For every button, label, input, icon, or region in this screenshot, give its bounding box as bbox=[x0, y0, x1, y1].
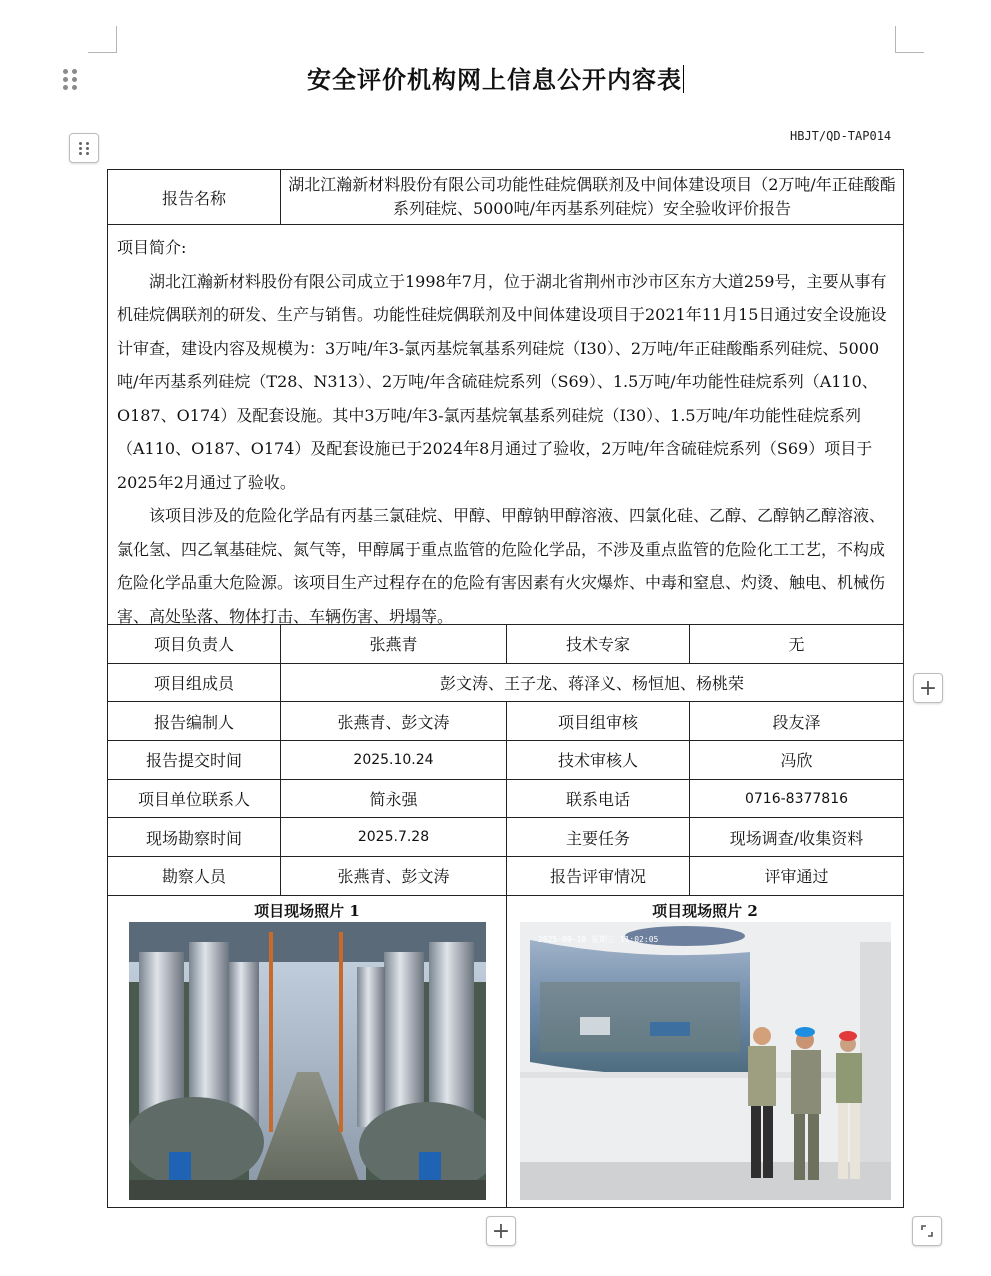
resize-icon bbox=[920, 1224, 934, 1238]
expert-value[interactable]: 无 bbox=[689, 625, 903, 663]
members-label: 项目组成员 bbox=[153, 674, 234, 694]
survey-time-label: 现场勘察时间 bbox=[145, 828, 242, 848]
tech-review-value[interactable]: 冯欣 bbox=[689, 741, 903, 779]
page-corner-top-left bbox=[88, 26, 117, 53]
intro-paragraph: 该项目涉及的危险化学品有丙基三氯硅烷、甲醇、甲醇钠甲醇溶液、四氯化硅、乙醇、乙醇钠乙醇溶液、氯化氢、四乙氧基硅烷、氮气等，甲醇属于重点监管的危险化学品，不涉及重点监管的危险化工工艺，不构成危险化学品重大危险源。该项目生产过程存在的危险有害因素有火灾爆炸、中毒和窒息、灼烫、触电、机械伤害、高处坠落、物体打击、车辆伤害、坍塌等。 bbox=[117, 506, 886, 626]
team-review-label: 项目组审核 bbox=[506, 702, 689, 740]
resize-table-button[interactable] bbox=[912, 1216, 942, 1246]
photo-cell-2 bbox=[506, 896, 903, 1207]
plant-corridor-image bbox=[129, 922, 486, 1200]
phone-label: 联系电话 bbox=[506, 780, 689, 818]
photo-cell-1 bbox=[108, 896, 506, 1207]
tech-review-label: 技术审核人 bbox=[506, 741, 689, 779]
document-title: 安全评价机构网上信息公开内容表 bbox=[307, 65, 682, 94]
leader-label: 项目负责人 bbox=[153, 635, 234, 655]
plus-icon: + bbox=[491, 1218, 511, 1244]
task-value[interactable]: 现场调查/收集资料 bbox=[689, 818, 903, 856]
add-column-button[interactable] bbox=[913, 673, 943, 703]
photo1-title: 项目现场照片 1 bbox=[254, 901, 360, 920]
add-row-button[interactable] bbox=[486, 1216, 516, 1246]
table-row bbox=[107, 779, 904, 818]
survey-time-value[interactable]: 2025.7.28 bbox=[280, 818, 506, 856]
table-row bbox=[107, 169, 904, 224]
table-handle-button[interactable] bbox=[69, 133, 99, 163]
team-review-value[interactable]: 段友泽 bbox=[689, 702, 903, 740]
table-row bbox=[107, 895, 904, 1208]
expert-label: 技术专家 bbox=[506, 625, 689, 663]
table-row bbox=[107, 663, 904, 702]
table-row bbox=[107, 856, 904, 895]
submit-time-value[interactable]: 2025.10.24 bbox=[280, 741, 506, 779]
table-row bbox=[107, 817, 904, 856]
contact-label: 项目单位联系人 bbox=[137, 790, 250, 810]
phone-value[interactable]: 0716-8377816 bbox=[689, 780, 903, 818]
exhibition-hall-image bbox=[520, 922, 891, 1200]
surveyors-value[interactable]: 张燕青、彭文涛 bbox=[280, 857, 506, 895]
task-label: 主要任务 bbox=[506, 818, 689, 856]
leader-value[interactable]: 张燕青 bbox=[280, 625, 506, 663]
site-photo-1[interactable] bbox=[129, 922, 486, 1200]
surveyors-label: 勘察人员 bbox=[161, 867, 226, 887]
report-name-value[interactable]: 湖北江瀚新材料股份有限公司功能性硅烷偶联剂及中间体建设项目（2万吨/年正硅酸酯系列硅烷、5000吨/年丙基系列硅烷）安全验收评价报告 bbox=[280, 170, 903, 224]
info-table bbox=[107, 169, 904, 1208]
page-corner-top-right bbox=[895, 26, 924, 53]
intro-heading: 项目简介: bbox=[117, 238, 187, 257]
document-title-wrap[interactable] bbox=[0, 60, 991, 95]
site-photo-2[interactable] bbox=[520, 922, 891, 1200]
photo2-title: 项目现场照片 2 bbox=[652, 901, 758, 920]
grip-icon bbox=[79, 142, 90, 155]
members-value[interactable]: 彭文涛、王子龙、蒋泽义、杨恒旭、杨桃荣 bbox=[280, 664, 903, 702]
table-row bbox=[107, 624, 904, 663]
submit-time-label: 报告提交时间 bbox=[145, 751, 242, 771]
table-row bbox=[107, 224, 904, 624]
author-label: 报告编制人 bbox=[153, 712, 234, 732]
intro-paragraph: 湖北江瀚新材料股份有限公司成立于1998年7月，位于湖北省荆州市沙市区东方大道259号，主要从事有机硅烷偶联剂的研发、生产与销售。功能性硅烷偶联剂及中间体建设项目于2021年11月15日通过安全设施设计审查，建设内容及规模为：3万吨/年3-氯丙基烷氧基系列硅烷（I30）、2万吨/年正硅酸酯系列硅烷、5000吨/年丙基系列硅烷（T28、N313）、2万吨/年含硫硅烷系列（S69）、1.5万吨/年功能性硅烷系列（A110、O187、O174）及配套设施。其中3万吨/年3-氯丙基烷氧基系列硅烷（I30）、1.5万吨/年功能性硅烷系列（A110、O187、O174）及配套设施已于2024年8月通过了验收，2万吨/年含硫硅烷系列（S69）项目于2025年2月通过了验收。 bbox=[117, 271, 887, 492]
report-name-label: 报告名称 bbox=[161, 188, 226, 208]
table-row bbox=[107, 740, 904, 779]
table-row bbox=[107, 701, 904, 740]
plus-icon: + bbox=[918, 675, 938, 701]
photo2-timestamp: 2025-09-10 星期三 11:02:05 bbox=[537, 934, 658, 944]
review-label: 报告评审情况 bbox=[506, 857, 689, 895]
review-value[interactable]: 评审通过 bbox=[689, 857, 903, 895]
project-intro[interactable] bbox=[108, 225, 903, 624]
contact-value[interactable]: 简永强 bbox=[280, 780, 506, 818]
document-code: HBJT/QD-TAP014 bbox=[790, 129, 892, 143]
text-cursor bbox=[683, 65, 684, 93]
author-value[interactable]: 张燕青、彭文涛 bbox=[280, 702, 506, 740]
